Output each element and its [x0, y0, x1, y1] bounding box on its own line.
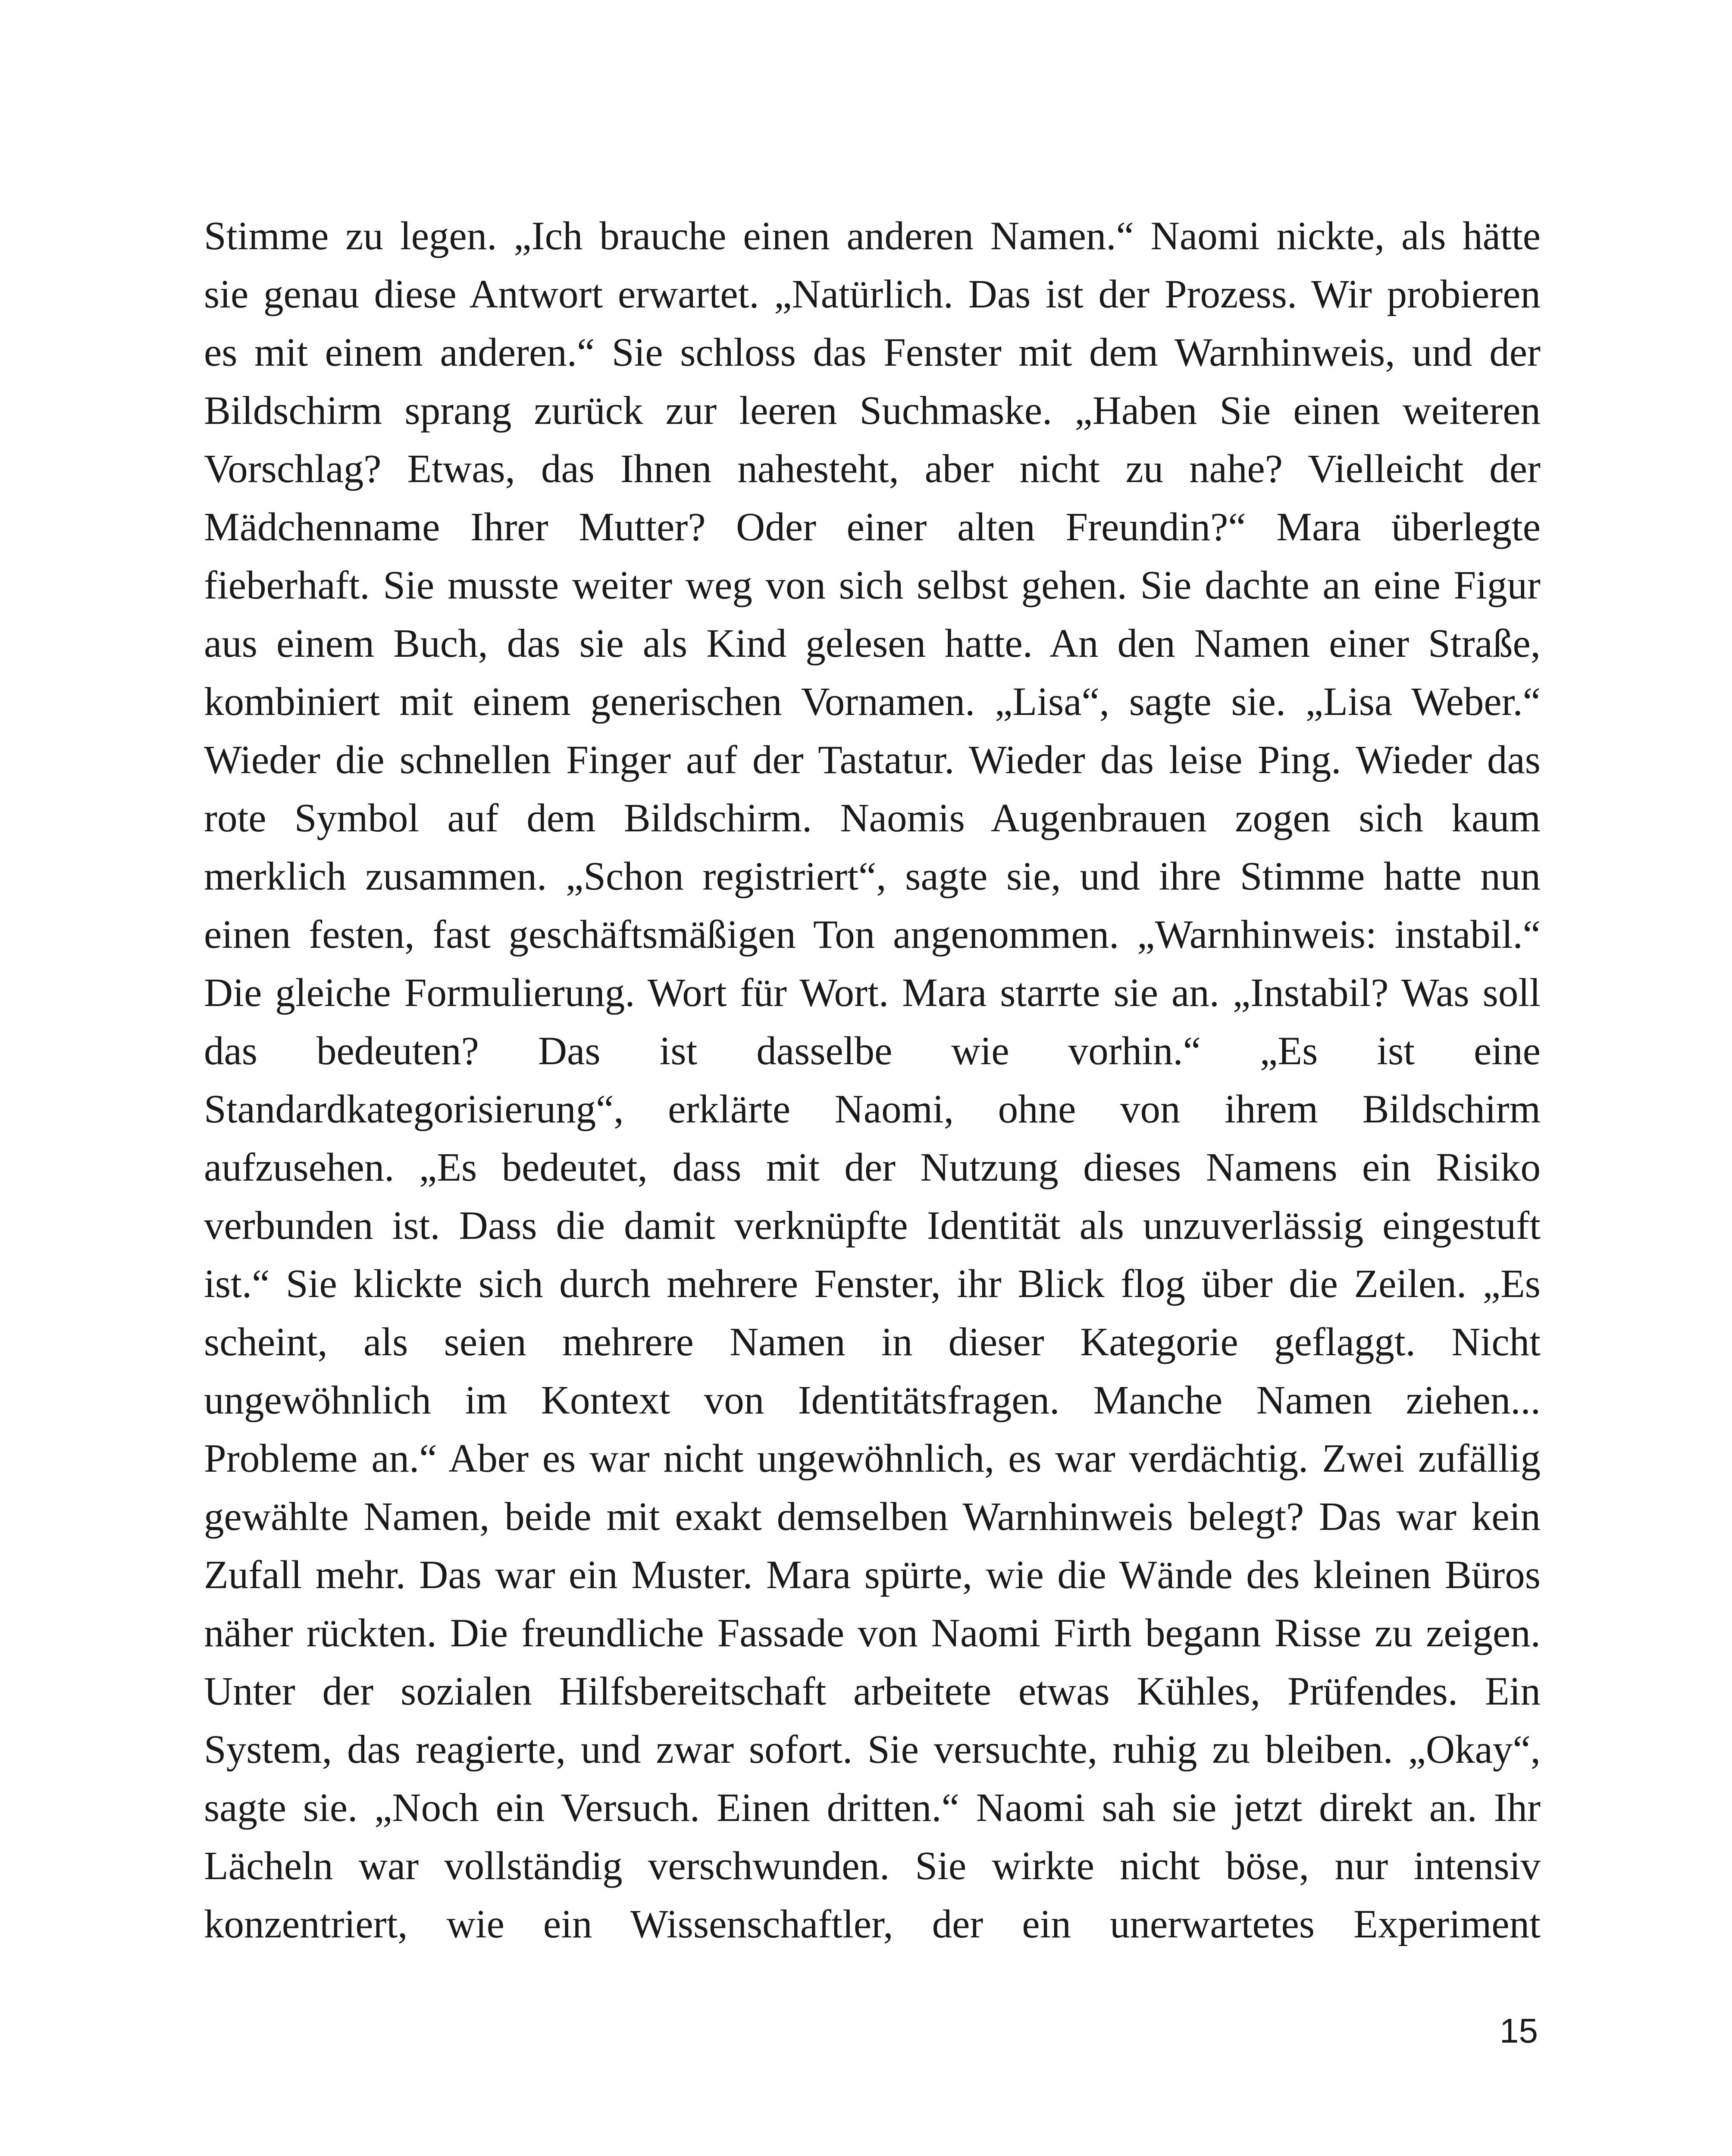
- text-line: rote Symbol auf dem Bildschirm. Naomis Augenbrauen zogen sich kaum: [204, 796, 1541, 840]
- text-line: gewählte Namen, beide mit exakt demselben Warnhinweis belegt? Das war kein: [204, 1495, 1541, 1539]
- text-line: Stimme zu legen. „Ich brauche einen anderen Namen.“ Naomi nickte, als hätte: [204, 214, 1541, 258]
- text-line: Die gleiche Formulierung. Wort für Wort. Mara starrte sie an. „Instabil? Was soll: [204, 971, 1541, 1015]
- text-line: Unter der sozialen Hilfsbereitschaft arbeitete etwas Kühles, Prüfendes. Ein: [204, 1669, 1541, 1714]
- text-line: Wieder die schnellen Finger auf der Tastatur. Wieder das leise Ping. Wieder das: [204, 738, 1541, 782]
- text-line: es mit einem anderen.“ Sie schloss das Fenster mit dem Warnhinweis, und der: [204, 330, 1541, 375]
- page-number: 15: [1500, 2012, 1538, 2050]
- text-line: Vorschlag? Etwas, das Ihnen nahesteht, aber nicht zu nahe? Vielleicht der: [204, 447, 1541, 491]
- text-line: Zufall mehr. Das war ein Muster. Mara spürte, wie die Wände des kleinen Büros: [204, 1553, 1541, 1597]
- text-line: ungewöhnlich im Kontext von Identitätsfragen. Manche Namen ziehen...: [204, 1378, 1541, 1423]
- text-line: sagte sie. „Noch ein Versuch. Einen dritten.“ Naomi sah sie jetzt direkt an. Ihr: [204, 1786, 1541, 1830]
- text-line: einen festen, fast geschäftsmäßigen Ton angenommen. „Warnhinweis: instabil.“: [204, 912, 1541, 957]
- text-line: merklich zusammen. „Schon registriert“, sagte sie, und ihre Stimme hatte nun: [204, 854, 1541, 899]
- text-line: verbunden ist. Dass die damit verknüpfte Identität als unzuverlässig eingestuft: [204, 1203, 1541, 1248]
- text-line: Mädchenname Ihrer Mutter? Oder einer alten Freundin?“ Mara überlegte: [204, 505, 1541, 549]
- text-line: Lächeln war vollständig verschwunden. Sie wirkte nicht böse, nur intensiv: [204, 1844, 1541, 1888]
- text-line: Standardkategorisierung“, erklärte Naomi, ohne von ihrem Bildschirm: [204, 1087, 1541, 1131]
- text-line: sie genau diese Antwort erwartet. „Natürlich. Das ist der Prozess. Wir probieren: [204, 272, 1541, 317]
- text-line: das bedeuten? Das ist dasselbe wie vorhin.“ „Es ist eine: [204, 1029, 1541, 1073]
- text-line: konzentriert, wie ein Wissenschaftler, der ein unerwartetes Experiment: [204, 1902, 1541, 1946]
- text-line: kombiniert mit einem generischen Vornamen. „Lisa“, sagte sie. „Lisa Weber.“: [204, 680, 1541, 724]
- text-line: ist.“ Sie klickte sich durch mehrere Fenster, ihr Blick flog über die Zeilen. „Es: [204, 1262, 1541, 1306]
- text-line: näher rückten. Die freundliche Fassade von Naomi Firth begann Risse zu zeigen.: [204, 1611, 1541, 1655]
- text-line: System, das reagierte, und zwar sofort. Sie versuchte, ruhig zu bleiben. „Okay“,: [204, 1727, 1541, 1772]
- text-line: aufzusehen. „Es bedeutet, dass mit der Nutzung dieses Namens ein Risiko: [204, 1145, 1541, 1190]
- text-line: Bildschirm sprang zurück zur leeren Suchmaske. „Haben Sie einen weiteren: [204, 389, 1541, 433]
- text-line: scheint, als seien mehrere Namen in dieser Kategorie geflaggt. Nicht: [204, 1320, 1541, 1364]
- text-line: aus einem Buch, das sie als Kind gelesen hatte. An den Namen einer Straße,: [204, 621, 1541, 666]
- body-text: [204, 207, 1541, 1953]
- text-line: fieberhaft. Sie musste weiter weg von sich selbst gehen. Sie dachte an eine Figur: [204, 563, 1541, 608]
- text-line: Probleme an.“ Aber es war nicht ungewöhnlich, es war verdächtig. Zwei zufällig: [204, 1436, 1541, 1481]
